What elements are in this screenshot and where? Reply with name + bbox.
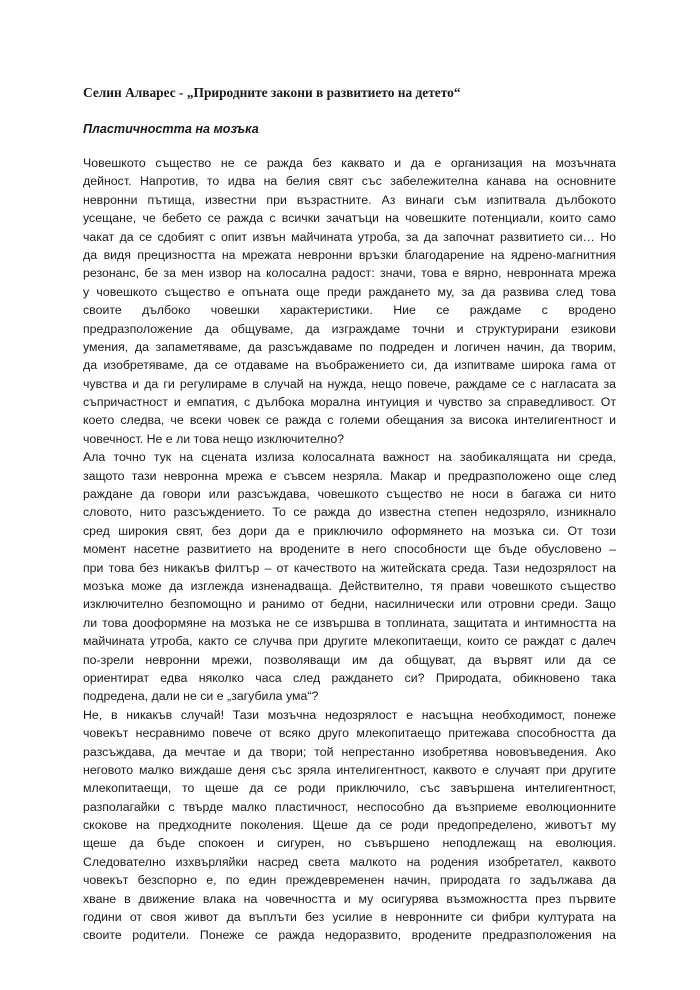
text-line: човекът безспорно е, по един преждевременен начин, природата го задължава да (83, 873, 616, 888)
text-line: усещане, че бебето се ражда с всички зачатъци на човешките потенциали, които само (83, 211, 616, 226)
text-line: предразположение да общуваме, да изграждаме точни и структурирани езикови (83, 321, 616, 336)
text-line: човечност. Не е ли това нещо изключително? (83, 431, 345, 446)
body-text (83, 154, 616, 945)
text-line: Ала точно тук на сцената излиза колосалната важност на заобикалящата ни среда, (83, 450, 616, 465)
text-line: подредена, дали не си е „загубила ума“? (83, 689, 319, 704)
text-line: скокове на предходните поколения. Щеше да се роди предопределено, животът му (83, 818, 616, 833)
text-line: дейност. Напротив, то идва на белия свят със забележителна канава на основните (83, 174, 616, 189)
text-line: което следва, че всеки човек се ражда с големи обещания за висока интелигентност и (83, 413, 616, 428)
text-line: чувства и да ги регулираме в случай на нужда, нещо повече, раждаме се с нагласата за (83, 376, 616, 391)
text-line: своите родители. Понеже се ражда недоразвито, вродените предразположения на (83, 928, 616, 943)
text-line: майчината утроба, както се случва при другите млекопитаещи, които се раждат с далеч (83, 634, 616, 649)
text-line: човекът несравнимо повече от всяко друго млекопитаещо притежава способността да (83, 726, 616, 741)
text-line: защото тази невронна мрежа е съвсем незряла. Макар и предразположено още след (83, 468, 616, 483)
text-line: неговото малко виждаше деня със зряла интелигентност, каквото е случаят при другите (83, 762, 616, 777)
text-line: Човешкото същество не се ражда без каквато и да е организация на мозъчната (83, 156, 616, 170)
text-line: хване в движение влака на човечността и му осигурява възможността през първите (83, 891, 616, 906)
text-line: мозъка може да изглежда изненадваща. Действително, тя прави човешкото същество (83, 578, 616, 593)
text-line: да видя прецизността на мрежата невронни връзки благодарение на ядрено-магнитния (83, 247, 616, 262)
document-title: Селин Алварес - „Природните закони в развитието на детето“ (83, 85, 461, 100)
text-line: изключително безпомощно и ранимо от бедни, насилнически или отровни среди. Защо (83, 597, 616, 612)
paragraph (83, 706, 616, 945)
text-line: раждане да говори или разсъждава, човешкото същество не носи в багажа си нито (83, 487, 616, 502)
text-line: щеше да бъде спокоен и сигурен, но съвършено неподлежащ на еволюция. (83, 836, 616, 851)
text-line: млекопитаещи, то щеше да се роди приключило, със завършена интелигентност, (83, 781, 616, 796)
text-line: у човешкото същество е опъната още преди раждането му, за да развива след това (83, 284, 616, 299)
text-line: да изобретяваме, да се отдаваме на въображението си, да изпитваме широка гама от (83, 358, 616, 373)
text-line: години от своя живот да въплъти без усилие в невронните си фибри културата на (83, 910, 616, 925)
text-line: невронни пътища, известни при възрастните. Аз винаги съм изпитвала дълбокото (83, 192, 616, 207)
text-line: ли това дооформяне на мозъка не се извършва в топлината, защитата и интимността на (83, 615, 616, 630)
text-line: резонанс, бе за мен извор на колосална радост: значи, това е вярно, невронната мрежа (83, 266, 616, 281)
text-line: съпричастност и емпатия, с дълбока морална интуиция и чувство за справедливост. От (83, 395, 616, 410)
text-line: по-зрели невронни мрежи, позволяващи им да общуват, да вървят или да се (83, 652, 616, 667)
text-line: разсъждава, да мечтае и да твори; той непрестанно изобретява нововъведения. Ако (83, 744, 616, 759)
text-line: при това без никакъв филтър – от качеството на житейската среда. Тази недозрялост на (83, 560, 616, 575)
section-heading: Пластичността на мозъка (83, 122, 259, 136)
paragraph (83, 448, 616, 705)
text-line: словото, нито разсъждението. То се ражда до известна степен недозряло, изникнало (83, 505, 616, 520)
text-line: Следователно изхвърляйки насред света малкото на родения изобретател, каквото (83, 854, 616, 869)
text-line: своите дълбоко човешки характеристики. Ние се раждаме с вродено (83, 303, 616, 318)
text-line: момент насетне развитието на вродените в него способности ще бъде обусловено – (83, 542, 616, 557)
text-line: ориентират едва няколко часа след раждането си? Природата, обикновено така (83, 670, 616, 685)
text-line: разполагайки с твърде малко пластичност, неспособно да възприеме еволюционните (83, 799, 616, 814)
text-line: чакат да се сдобият с опит извън майчината утроба, за да започнат развитието си… Но (83, 229, 616, 244)
text-line: сред широкия свят, без дори да е приключило оформянето на мозъка си. От този (83, 523, 616, 538)
text-line: Не, в никакъв случай! Тази мозъчна недозрялост е насъщна необходимост, понеже (83, 707, 616, 722)
text-line: умения, да запаметяваме, да разсъждаваме по подреден и логичен начин, да творим, (83, 339, 616, 354)
paragraph (83, 154, 616, 448)
